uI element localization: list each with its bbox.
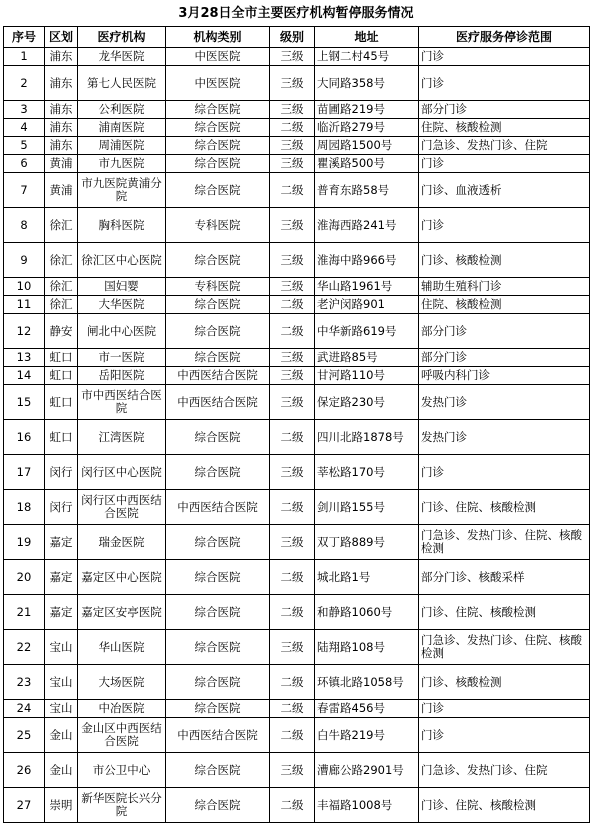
cell-institution: 市九医院黄浦分院 <box>78 173 166 208</box>
cell-no: 3 <box>4 101 45 119</box>
cell-scope: 住院、核酸检测 <box>419 119 590 137</box>
cell-type: 综合医院 <box>166 753 270 788</box>
cell-district: 徐汇 <box>45 296 78 314</box>
cell-type: 综合医院 <box>166 420 270 455</box>
cell-scope: 门诊 <box>419 455 590 490</box>
cell-level: 三级 <box>270 155 315 173</box>
cell-district: 黄浦 <box>45 155 78 173</box>
page-title: 3月28日全市主要医疗机构暂停服务情况 <box>178 6 414 21</box>
cell-level: 二级 <box>270 595 315 630</box>
cell-type: 综合医院 <box>166 243 270 278</box>
table-row <box>4 278 590 296</box>
cell-institution: 周浦医院 <box>78 137 166 155</box>
cell-district: 浦东 <box>45 101 78 119</box>
cell-no: 16 <box>4 420 45 455</box>
cell-no: 26 <box>4 753 45 788</box>
cell-no: 6 <box>4 155 45 173</box>
table-row <box>4 665 590 700</box>
cell-address: 春雷路456号 <box>315 700 419 718</box>
cell-no: 21 <box>4 595 45 630</box>
cell-address: 武进路85号 <box>315 349 419 367</box>
cell-institution: 闸北中心医院 <box>78 314 166 349</box>
cell-scope: 辅助生殖科门诊 <box>419 278 590 296</box>
cell-institution: 市中西医结合医院 <box>78 385 166 420</box>
cell-scope: 门急诊、发热门诊、住院 <box>419 753 590 788</box>
table-row <box>4 455 590 490</box>
cell-scope: 发热门诊 <box>419 385 590 420</box>
cell-level: 二级 <box>270 296 315 314</box>
cell-type: 综合医院 <box>166 101 270 119</box>
cell-type: 综合医院 <box>166 665 270 700</box>
cell-no: 25 <box>4 718 45 753</box>
cell-no: 10 <box>4 278 45 296</box>
cell-level: 三级 <box>270 367 315 385</box>
cell-institution: 新华医院长兴分院 <box>78 788 166 823</box>
table-row <box>4 420 590 455</box>
cell-address: 漕廊公路2901号 <box>315 753 419 788</box>
cell-institution: 国妇婴 <box>78 278 166 296</box>
cell-institution: 市九医院 <box>78 155 166 173</box>
table-row <box>4 367 590 385</box>
cell-type: 中西医结合医院 <box>166 385 270 420</box>
cell-address: 大同路358号 <box>315 66 419 101</box>
cell-district: 静安 <box>45 314 78 349</box>
table-row <box>4 208 590 243</box>
table-row <box>4 155 590 173</box>
cell-district: 嘉定 <box>45 560 78 595</box>
cell-institution: 闵行区中心医院 <box>78 455 166 490</box>
cell-address: 丰福路1008号 <box>315 788 419 823</box>
cell-no: 17 <box>4 455 45 490</box>
cell-level: 三级 <box>270 278 315 296</box>
cell-type: 专科医院 <box>166 208 270 243</box>
cell-institution: 金山区中西医结合医院 <box>78 718 166 753</box>
cell-district: 浦东 <box>45 119 78 137</box>
cell-scope: 部分门诊、核酸采样 <box>419 560 590 595</box>
cell-scope: 门诊、住院、核酸检测 <box>419 490 590 525</box>
table-row <box>4 314 590 349</box>
cell-scope: 门诊 <box>419 700 590 718</box>
table-row <box>4 490 590 525</box>
cell-institution: 岳阳医院 <box>78 367 166 385</box>
cell-level: 二级 <box>270 420 315 455</box>
cell-scope: 住院、核酸检测 <box>419 296 590 314</box>
cell-no: 7 <box>4 173 45 208</box>
cell-type: 中西医结合医院 <box>166 367 270 385</box>
cell-scope: 门诊 <box>419 718 590 753</box>
cell-type: 综合医院 <box>166 119 270 137</box>
table-row <box>4 385 590 420</box>
cell-no: 24 <box>4 700 45 718</box>
cell-institution: 嘉定区中心医院 <box>78 560 166 595</box>
cell-level: 二级 <box>270 490 315 525</box>
cell-institution: 嘉定区安亭医院 <box>78 595 166 630</box>
cell-type: 综合医院 <box>166 455 270 490</box>
cell-address: 老沪闵路901 <box>315 296 419 314</box>
cell-scope: 门急诊、发热门诊、住院、核酸检测 <box>419 630 590 665</box>
table-row <box>4 788 590 823</box>
column-header-level: 级别 <box>270 27 315 48</box>
cell-institution: 胸科医院 <box>78 208 166 243</box>
cell-district: 宝山 <box>45 665 78 700</box>
cell-no: 2 <box>4 66 45 101</box>
cell-level: 二级 <box>270 718 315 753</box>
cell-district: 宝山 <box>45 630 78 665</box>
table-row <box>4 349 590 367</box>
cell-scope: 发热门诊 <box>419 420 590 455</box>
cell-type: 综合医院 <box>166 314 270 349</box>
cell-type: 中西医结合医院 <box>166 490 270 525</box>
cell-address: 普育东路58号 <box>315 173 419 208</box>
cell-institution: 第七人民医院 <box>78 66 166 101</box>
table-row <box>4 718 590 753</box>
cell-no: 9 <box>4 243 45 278</box>
cell-scope: 部分门诊 <box>419 349 590 367</box>
cell-address: 华山路1961号 <box>315 278 419 296</box>
cell-scope: 门诊、核酸检测 <box>419 665 590 700</box>
cell-level: 三级 <box>270 101 315 119</box>
cell-scope: 呼吸内科门诊 <box>419 367 590 385</box>
hospital-suspension-table <box>3 26 590 823</box>
cell-address: 周园路1500号 <box>315 137 419 155</box>
cell-type: 综合医院 <box>166 560 270 595</box>
cell-institution: 江湾医院 <box>78 420 166 455</box>
cell-address: 甘河路110号 <box>315 367 419 385</box>
cell-address: 白牛路219号 <box>315 718 419 753</box>
cell-no: 23 <box>4 665 45 700</box>
cell-no: 13 <box>4 349 45 367</box>
cell-level: 三级 <box>270 208 315 243</box>
cell-type: 综合医院 <box>166 700 270 718</box>
cell-level: 二级 <box>270 173 315 208</box>
cell-scope: 门诊 <box>419 155 590 173</box>
cell-address: 城北路1号 <box>315 560 419 595</box>
cell-address: 莘松路170号 <box>315 455 419 490</box>
cell-institution: 市公卫中心 <box>78 753 166 788</box>
cell-type: 中医医院 <box>166 48 270 66</box>
table-row <box>4 101 590 119</box>
cell-district: 浦东 <box>45 48 78 66</box>
cell-address: 淮海中路966号 <box>315 243 419 278</box>
cell-district: 虹口 <box>45 385 78 420</box>
table-row <box>4 595 590 630</box>
cell-type: 综合医院 <box>166 788 270 823</box>
table-row <box>4 630 590 665</box>
cell-no: 20 <box>4 560 45 595</box>
cell-address: 剑川路155号 <box>315 490 419 525</box>
cell-address: 瞿溪路500号 <box>315 155 419 173</box>
cell-institution: 中冶医院 <box>78 700 166 718</box>
cell-scope: 门诊、住院、核酸检测 <box>419 595 590 630</box>
table-row <box>4 753 590 788</box>
cell-district: 嘉定 <box>45 595 78 630</box>
cell-district: 虹口 <box>45 349 78 367</box>
cell-no: 18 <box>4 490 45 525</box>
cell-institution: 公利医院 <box>78 101 166 119</box>
cell-scope: 门诊 <box>419 208 590 243</box>
cell-institution: 大场医院 <box>78 665 166 700</box>
cell-scope: 门诊 <box>419 48 590 66</box>
cell-type: 综合医院 <box>166 137 270 155</box>
cell-level: 二级 <box>270 119 315 137</box>
table-row <box>4 48 590 66</box>
cell-institution: 市一医院 <box>78 349 166 367</box>
cell-no: 27 <box>4 788 45 823</box>
cell-district: 金山 <box>45 753 78 788</box>
cell-address: 中华新路619号 <box>315 314 419 349</box>
cell-address: 环镇北路1058号 <box>315 665 419 700</box>
cell-no: 19 <box>4 525 45 560</box>
cell-level: 二级 <box>270 560 315 595</box>
cell-district: 虹口 <box>45 367 78 385</box>
cell-level: 三级 <box>270 66 315 101</box>
cell-level: 三级 <box>270 349 315 367</box>
table-row <box>4 700 590 718</box>
cell-scope: 门诊 <box>419 66 590 101</box>
cell-address: 苗圃路219号 <box>315 101 419 119</box>
table-row <box>4 119 590 137</box>
cell-level: 三级 <box>270 48 315 66</box>
cell-level: 三级 <box>270 243 315 278</box>
cell-district: 浦东 <box>45 137 78 155</box>
cell-district: 徐汇 <box>45 208 78 243</box>
cell-scope: 门急诊、发热门诊、住院 <box>419 137 590 155</box>
table-header-row <box>4 27 590 48</box>
cell-level: 三级 <box>270 525 315 560</box>
cell-level: 三级 <box>270 630 315 665</box>
column-header-no: 序号 <box>4 27 45 48</box>
cell-type: 综合医院 <box>166 173 270 208</box>
cell-district: 黄浦 <box>45 173 78 208</box>
cell-address: 四川北路1878号 <box>315 420 419 455</box>
cell-level: 二级 <box>270 788 315 823</box>
cell-scope: 部分门诊 <box>419 314 590 349</box>
cell-district: 浦东 <box>45 66 78 101</box>
cell-district: 嘉定 <box>45 525 78 560</box>
cell-no: 8 <box>4 208 45 243</box>
cell-institution: 瑞金医院 <box>78 525 166 560</box>
cell-scope: 门诊、住院、核酸检测 <box>419 788 590 823</box>
cell-district: 闵行 <box>45 490 78 525</box>
column-header-district: 区划 <box>45 27 78 48</box>
cell-district: 宝山 <box>45 700 78 718</box>
table-row <box>4 173 590 208</box>
cell-district: 闵行 <box>45 455 78 490</box>
cell-district: 徐汇 <box>45 243 78 278</box>
cell-no: 14 <box>4 367 45 385</box>
cell-no: 12 <box>4 314 45 349</box>
cell-type: 综合医院 <box>166 155 270 173</box>
cell-address: 临沂路279号 <box>315 119 419 137</box>
table-row <box>4 560 590 595</box>
cell-address: 淮海西路241号 <box>315 208 419 243</box>
cell-level: 三级 <box>270 385 315 420</box>
cell-type: 综合医院 <box>166 595 270 630</box>
table-row <box>4 137 590 155</box>
cell-scope: 门诊、核酸检测 <box>419 243 590 278</box>
cell-type: 中医医院 <box>166 66 270 101</box>
cell-district: 虹口 <box>45 420 78 455</box>
cell-type: 综合医院 <box>166 349 270 367</box>
cell-no: 22 <box>4 630 45 665</box>
cell-scope: 门诊、血液透析 <box>419 173 590 208</box>
cell-address: 保定路230号 <box>315 385 419 420</box>
cell-institution: 华山医院 <box>78 630 166 665</box>
cell-level: 二级 <box>270 314 315 349</box>
cell-level: 二级 <box>270 665 315 700</box>
cell-district: 崇明 <box>45 788 78 823</box>
cell-no: 5 <box>4 137 45 155</box>
cell-address: 上钢二村45号 <box>315 48 419 66</box>
cell-type: 中西医结合医院 <box>166 718 270 753</box>
cell-address: 陆翔路108号 <box>315 630 419 665</box>
cell-institution: 徐汇区中心医院 <box>78 243 166 278</box>
cell-type: 综合医院 <box>166 296 270 314</box>
cell-no: 15 <box>4 385 45 420</box>
cell-no: 11 <box>4 296 45 314</box>
cell-scope: 门急诊、发热门诊、住院、核酸检测 <box>419 525 590 560</box>
column-header-institution: 医疗机构 <box>78 27 166 48</box>
column-header-address: 地址 <box>315 27 419 48</box>
table-row <box>4 243 590 278</box>
cell-district: 金山 <box>45 718 78 753</box>
cell-address: 双丁路889号 <box>315 525 419 560</box>
cell-institution: 浦南医院 <box>78 119 166 137</box>
cell-scope: 部分门诊 <box>419 101 590 119</box>
table-row <box>4 66 590 101</box>
column-header-scope: 医疗服务停诊范围 <box>419 27 590 48</box>
cell-institution: 龙华医院 <box>78 48 166 66</box>
cell-type: 专科医院 <box>166 278 270 296</box>
cell-institution: 闵行区中西医结合医院 <box>78 490 166 525</box>
cell-level: 三级 <box>270 137 315 155</box>
cell-level: 二级 <box>270 700 315 718</box>
cell-no: 1 <box>4 48 45 66</box>
cell-level: 三级 <box>270 753 315 788</box>
cell-no: 4 <box>4 119 45 137</box>
cell-level: 三级 <box>270 455 315 490</box>
cell-type: 综合医院 <box>166 630 270 665</box>
cell-address: 和静路1060号 <box>315 595 419 630</box>
cell-district: 徐汇 <box>45 278 78 296</box>
table-row <box>4 525 590 560</box>
cell-type: 综合医院 <box>166 525 270 560</box>
table-row <box>4 296 590 314</box>
cell-institution: 大华医院 <box>78 296 166 314</box>
column-header-type: 机构类别 <box>166 27 270 48</box>
